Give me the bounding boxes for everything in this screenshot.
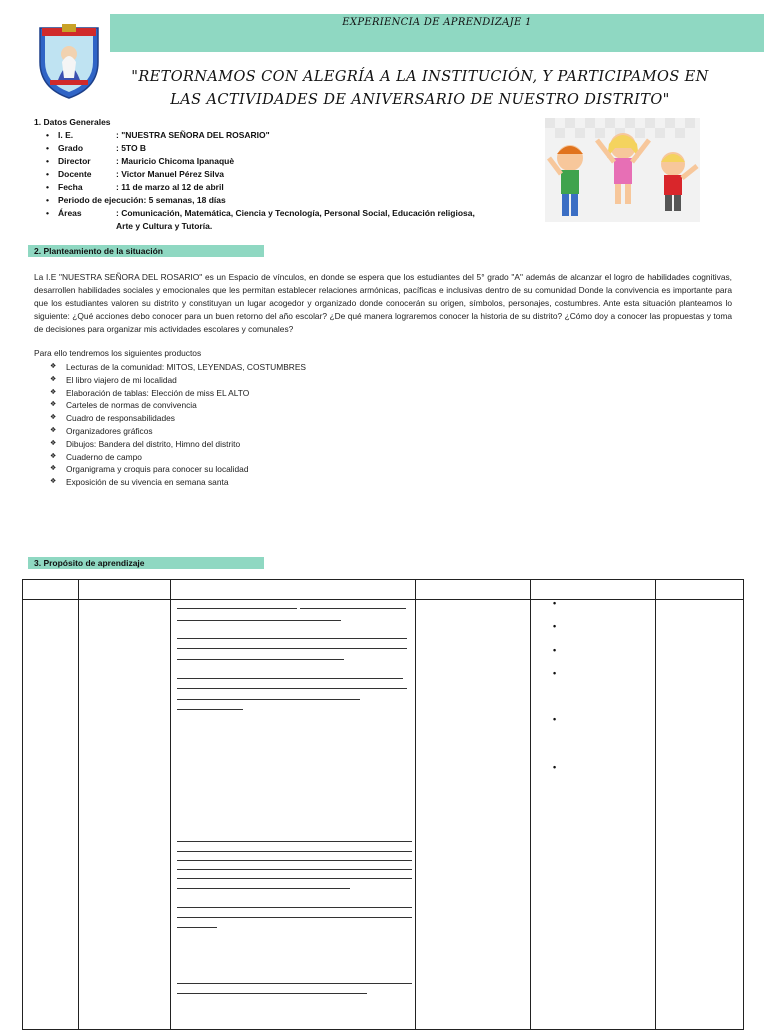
list-item: • Fecha : 11 de marzo al 12 de abril bbox=[46, 182, 224, 192]
diamond-bullet-icon: ❖ bbox=[50, 414, 57, 422]
list-item: ❖ Cuaderno de campo bbox=[50, 451, 142, 462]
text-line bbox=[177, 638, 407, 639]
table-cell bbox=[78, 600, 170, 1030]
diamond-bullet-icon: ❖ bbox=[50, 465, 57, 473]
table-row bbox=[23, 600, 744, 1030]
list-item-continuation: Arte y Cultura y Tutoría. bbox=[116, 221, 213, 231]
table-cell bbox=[170, 580, 415, 600]
list-item: • Docente : Victor Manuel Pérez Silva bbox=[46, 169, 225, 179]
text-line bbox=[177, 927, 217, 928]
table-cell bbox=[23, 580, 79, 600]
text-line bbox=[177, 888, 350, 889]
diamond-bullet-icon: ❖ bbox=[50, 452, 57, 460]
text-line bbox=[177, 659, 344, 660]
table-cell bbox=[655, 580, 743, 600]
bullet-dot: • bbox=[553, 598, 557, 608]
text-line bbox=[177, 878, 412, 879]
text-line bbox=[177, 678, 403, 679]
text-line bbox=[177, 620, 341, 621]
products-list bbox=[50, 361, 306, 489]
list-item: • Director : Mauricio Chicoma Ipanaquè bbox=[46, 156, 235, 166]
text-line bbox=[177, 907, 412, 908]
datos-generales-list bbox=[46, 129, 475, 233]
list-item: • I. E. : "NUESTRA SEÑORA DEL ROSARIO" bbox=[46, 130, 270, 140]
table-cell bbox=[531, 580, 655, 600]
diamond-bullet-icon: ❖ bbox=[50, 478, 57, 486]
bullet-dot: • bbox=[553, 645, 557, 655]
bullet-dot: • bbox=[553, 668, 557, 678]
bullet-dot: • bbox=[553, 621, 557, 631]
table-cell bbox=[78, 580, 170, 600]
list-item: ❖ Lecturas de la comunidad: MITOS, LEYENDAS, COSTUMBRES bbox=[50, 362, 307, 372]
school-crest-icon bbox=[36, 22, 102, 100]
diamond-bullet-icon: ❖ bbox=[50, 426, 57, 434]
list-item: ❖ Carteles de normas de convivencia bbox=[50, 400, 197, 411]
text-line bbox=[177, 860, 412, 861]
diamond-bullet-icon: ❖ bbox=[50, 439, 57, 447]
text-line bbox=[177, 993, 367, 994]
page-title: "RETORNAMOS CON ALEGRÍA A LA INSTITUCIÓN, Y PARTICIPAMOS EN LAS ACTIVIDADES DE ANIVERSARIO DE NUESTRO DISTRITO" bbox=[131, 69, 709, 108]
planteamiento-heading: 2. Planteamiento de la situación bbox=[28, 245, 264, 257]
text-line bbox=[300, 608, 406, 609]
text-line bbox=[177, 869, 412, 870]
products-intro: Para ello tendremos los siguientes productos bbox=[34, 348, 202, 358]
text-line bbox=[177, 709, 243, 710]
diamond-bullet-icon: ❖ bbox=[50, 363, 57, 370]
list-item: ❖ Elaboración de tablas: Elección de miss EL ALTO bbox=[50, 387, 250, 398]
table-cell bbox=[655, 600, 743, 1030]
text-line bbox=[177, 648, 407, 649]
text-line bbox=[177, 688, 407, 689]
text-line bbox=[177, 699, 360, 700]
list-item: ❖ Cuadro de responsabilidades bbox=[50, 413, 175, 424]
list-item: ❖ Exposición de su vivencia en semana santa bbox=[50, 477, 229, 488]
proposito-heading: 3. Propósito de aprendizaje bbox=[28, 557, 264, 569]
text-line bbox=[177, 608, 297, 609]
text-line bbox=[177, 983, 412, 984]
table-cell bbox=[531, 600, 655, 1030]
list-item: ❖ Organizadores gráficos bbox=[50, 425, 153, 436]
table-cell bbox=[416, 580, 531, 600]
diamond-bullet-icon: ❖ bbox=[50, 375, 57, 383]
diamond-bullet-icon: ❖ bbox=[50, 401, 57, 409]
list-item: ❖ Dibujos: Bandera del distrito, Himno del distrito bbox=[50, 438, 241, 449]
proposito-table bbox=[22, 579, 744, 1030]
datos-generales-heading: 1. Datos Generales bbox=[34, 117, 111, 127]
text-line bbox=[177, 851, 412, 852]
list-item: • Grado : 5TO B bbox=[46, 143, 147, 153]
list-item: • Áreas : Comunicación, Matemática, Ciencia y Tecnología, Personal Social, Educación religiosa, bbox=[46, 208, 475, 218]
list-item: • Periodo de ejecución: 5 semanas, 18 días bbox=[46, 195, 226, 205]
list-item: ❖ El libro viajero de mi localidad bbox=[50, 374, 177, 385]
children-jumping-icon bbox=[545, 118, 700, 222]
table-cell bbox=[170, 600, 415, 1030]
list-item: ❖ Organigrama y croquis para conocer su localidad bbox=[50, 464, 249, 475]
table-cell bbox=[416, 600, 531, 1030]
table-cell bbox=[23, 600, 79, 1030]
situation-paragraph: La I.E "NUESTRA SEÑORA DEL ROSARIO" es un Espacio de vínculos, en donde se espera que los estudiantes del 5° grado "A" además de alcanzar el logro de habilidades cognitivas, desarrollen habilidades sociales y emocionales que les permitan establecer relaciones armónicas, pacíficas e inclusivas dentro de su comunidad Donde la convivencia es importante para que los estudiantes valoren su distrito y constituyan un lugar acogedor y organizado donde conocerán su origen, símbolos, personajes, costumbres. Ante esta situación planteamos lo siguiente: ¿Qué acciones debo conocer para un buen retorno del año escolar? ¿De qué manera lograremos conocer la historia de su distrito? ¿Cómo doy a conocer las propuestas y toma de decisiones para organizar mis actividades escolares y comunales? bbox=[34, 272, 732, 334]
header-label: EXPERIENCIA DE APRENDIZAJE 1 bbox=[342, 17, 532, 28]
text-line bbox=[177, 917, 412, 918]
bullet-dot: • bbox=[553, 714, 557, 724]
diamond-bullet-icon: ❖ bbox=[50, 388, 57, 396]
text-line bbox=[177, 841, 412, 842]
table-header-row bbox=[23, 580, 744, 600]
bullet-dot: • bbox=[553, 762, 557, 772]
